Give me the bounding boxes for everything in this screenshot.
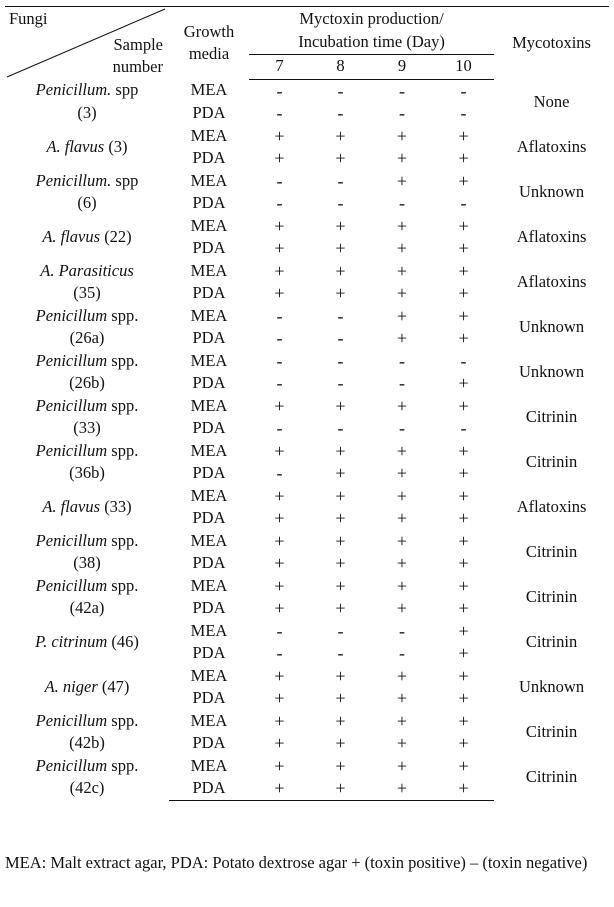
mycotoxin-cell: Citrinin	[525, 631, 578, 651]
sample-header: Sample	[113, 35, 163, 54]
growth-media-cell: PDA	[192, 238, 226, 257]
growth-media-cell: MEA	[190, 215, 228, 235]
table-row	[5, 530, 609, 553]
table-row	[5, 665, 609, 688]
fungus-name: A. Parasiticus	[40, 260, 134, 280]
toxin-result-cell: -	[460, 193, 467, 213]
growth-media-cell: MEA	[190, 125, 228, 145]
growth-media-cell: PDA	[169, 777, 249, 800]
toxin-result-cell: +	[396, 575, 408, 596]
day-header: 8	[310, 54, 371, 79]
table-container	[5, 6, 609, 801]
growth-media-cell: PDA	[192, 508, 226, 527]
toxin-result-cell: -	[460, 103, 467, 123]
toxin-result-cell: -	[276, 463, 283, 483]
toxin-result-cell: +	[274, 553, 285, 573]
toxin-result-cell: +	[274, 710, 285, 731]
fungus-cell	[5, 665, 169, 710]
toxin-result-cell: +	[458, 395, 469, 416]
sample-number: (6)	[77, 193, 97, 212]
growth-media-cell: MEA	[190, 80, 228, 100]
production-header-line2: Incubation time (Day)	[249, 30, 494, 54]
toxin-result-cell: +	[458, 463, 469, 483]
fungus-suffix: (22)	[100, 226, 132, 246]
toxin-result-cell: +	[396, 598, 408, 618]
fungus-cell	[5, 485, 169, 530]
sample-number: (36b)	[69, 463, 105, 482]
fungus-suffix: spp.	[107, 440, 139, 460]
toxin-result-cell: +	[335, 688, 346, 708]
growth-media-cell: PDA	[192, 598, 226, 617]
growth-media-cell: MEA	[190, 665, 228, 685]
mycotoxin-cell: Aflatoxins	[516, 496, 587, 516]
mycotoxin-cell: Citrinin	[525, 586, 578, 606]
table-row	[5, 755, 609, 778]
growth-media-cell: MEA	[190, 755, 228, 775]
fungus-name: Penicillum	[35, 440, 108, 460]
toxin-result-cell: +	[396, 553, 408, 573]
toxin-result-cell: -	[399, 418, 405, 438]
growth-media-header	[169, 7, 249, 80]
toxin-result-cell: +	[458, 148, 469, 168]
table-row	[5, 79, 609, 102]
fungus-suffix: (46)	[107, 631, 139, 651]
toxin-result-cell: -	[276, 305, 283, 326]
fungus-name: Penicillum	[35, 305, 108, 325]
toxin-result-cell: +	[396, 733, 408, 753]
growth-media-cell: PDA	[192, 418, 226, 437]
growth-media-cell: MEA	[190, 620, 228, 640]
toxin-result-cell: -	[337, 350, 344, 371]
growth-media-cell: PDA	[192, 688, 226, 707]
toxin-result-cell: -	[460, 418, 467, 438]
toxin-result-cell: +	[458, 485, 469, 506]
toxin-result-cell: +	[335, 553, 346, 573]
fungus-cell	[5, 620, 169, 665]
fungus-suffix: spp.	[107, 710, 139, 730]
sample-number: (3)	[77, 102, 97, 122]
toxin-result-cell: +	[458, 598, 469, 618]
toxin-result-cell: -	[276, 170, 283, 191]
fungus-suffix: spp.	[107, 305, 139, 325]
mycotoxin-cell: Unknown	[519, 316, 585, 336]
toxin-result-cell: +	[274, 395, 285, 416]
fungus-suffix: (3)	[104, 136, 128, 156]
growth-media-cell: PDA	[192, 643, 226, 662]
table-row	[5, 215, 609, 238]
toxin-result-cell: -	[399, 80, 405, 101]
toxin-result-cell: -	[337, 103, 344, 123]
toxin-result-cell: +	[458, 508, 469, 528]
toxin-result-cell: +	[274, 598, 285, 618]
toxin-result-cell: -	[276, 103, 283, 123]
toxin-result-cell: +	[458, 575, 469, 596]
toxin-result-cell: +	[458, 125, 469, 146]
mycotoxin-cell: None	[533, 91, 570, 111]
toxin-result-cell: +	[274, 755, 285, 776]
toxin-result-cell: -	[337, 643, 344, 663]
fungus-suffix: spp	[111, 80, 139, 100]
toxin-result-cell: +	[396, 755, 408, 776]
toxin-result-cell: +	[396, 170, 408, 191]
toxin-result-cell: +	[335, 238, 346, 258]
sample-number: (42c)	[69, 778, 105, 798]
mycotoxin-cell: Citrinin	[525, 721, 578, 741]
toxin-result-cell: -	[337, 418, 344, 438]
toxin-result-cell: +	[335, 733, 346, 753]
growth-media-cell: PDA	[192, 463, 226, 482]
toxin-result-cell: -	[337, 328, 344, 348]
table-row	[5, 575, 609, 598]
toxin-result-cell: +	[458, 238, 469, 258]
fungus-suffix: (33)	[100, 496, 132, 516]
sample-number: (42a)	[69, 598, 105, 617]
sample-number: (38)	[73, 553, 101, 572]
toxin-result-cell: -	[460, 80, 467, 101]
table-row	[5, 395, 609, 418]
mycotoxin-cell: Unknown	[519, 676, 585, 696]
toxin-result-cell: +	[458, 215, 469, 236]
day-header: 10	[433, 54, 494, 79]
toxin-result-cell: +	[396, 395, 408, 416]
footnote: MEA: Malt extract agar, PDA: Potato dextrose agar + (toxin positive) – (toxin negative)	[5, 853, 588, 872]
mycotoxin-cell: Aflatoxins	[516, 271, 587, 291]
toxin-result-cell: +	[335, 508, 346, 528]
toxin-result-cell: +	[274, 665, 285, 686]
toxin-result-cell: +	[274, 148, 285, 168]
toxin-result-cell: -	[276, 373, 283, 393]
production-header-line1: Myctoxin production/	[249, 7, 494, 31]
toxin-result-cell: -	[337, 193, 344, 213]
sample-number: (26a)	[69, 328, 105, 347]
toxin-result-cell: +	[458, 688, 469, 708]
toxin-result-cell: +	[335, 755, 346, 776]
toxin-result-cell: +	[396, 508, 408, 528]
toxin-result-cell: -	[276, 418, 283, 438]
toxin-result-cell: +	[396, 283, 408, 303]
fungus-cell	[5, 79, 169, 125]
toxin-result-cell: +	[335, 530, 346, 551]
toxin-result-cell: +	[335, 148, 346, 168]
sample-number: (42b)	[69, 733, 105, 752]
growth-media-cell: PDA	[192, 193, 226, 212]
fungus-name: Penicillum.	[35, 80, 112, 100]
toxin-result-cell: +	[458, 373, 469, 393]
toxin-result-cell: +	[335, 598, 346, 618]
toxin-result-cell: +	[396, 305, 408, 326]
toxin-result-cell: +	[396, 328, 408, 348]
fungus-cell	[5, 305, 169, 350]
growth-media-cell: PDA	[192, 148, 226, 167]
day-header: 7	[249, 54, 310, 79]
mycotoxin-cell: Unknown	[519, 181, 585, 201]
toxin-result-cell: +	[274, 238, 285, 258]
table-row	[5, 260, 609, 283]
fungus-name: Penicillum	[35, 530, 108, 550]
mycotoxin-cell: Unknown	[519, 361, 585, 381]
growth-media-cell: PDA	[192, 553, 226, 572]
toxin-result-cell: +	[274, 485, 285, 506]
growth-media-cell: MEA	[190, 395, 228, 415]
toxin-result-cell: +	[274, 215, 285, 236]
toxin-result-cell: +	[458, 305, 469, 326]
table-row	[5, 125, 609, 148]
toxin-result-cell: +	[396, 688, 408, 708]
toxin-result-cell: +	[274, 733, 285, 753]
toxin-result-cell: +	[274, 508, 285, 528]
fungus-name: P. citrinum	[35, 631, 108, 651]
fungus-suffix: spp.	[107, 575, 139, 595]
toxin-result-cell: +	[458, 665, 469, 686]
toxin-result-cell: +	[396, 463, 408, 483]
sample-number: (33)	[73, 418, 101, 437]
toxin-result-cell: +	[335, 215, 346, 236]
toxin-result-cell: -	[337, 305, 344, 326]
toxin-result-cell: +	[371, 777, 433, 800]
toxin-result-cell: +	[335, 575, 346, 596]
sample-number: (35)	[73, 283, 101, 302]
fungus-cell	[5, 710, 169, 755]
growth-media-cell: MEA	[190, 350, 228, 370]
fungus-name: Penicillum.	[35, 170, 112, 190]
mycotoxin-table	[5, 6, 609, 801]
fungus-cell	[5, 260, 169, 305]
toxin-result-cell: -	[399, 350, 405, 371]
toxin-result-cell: +	[458, 530, 469, 551]
toxin-result-cell: +	[335, 485, 346, 506]
toxin-result-cell: +	[335, 125, 346, 146]
fungus-cell	[5, 575, 169, 620]
toxin-result-cell: -	[399, 373, 405, 393]
day-header: 9	[371, 54, 433, 79]
toxin-result-cell: +	[274, 440, 285, 461]
mycotoxin-cell: Citrinin	[525, 451, 578, 471]
toxin-result-cell: +	[396, 665, 408, 686]
mycotoxin-cell: Citrinin	[525, 541, 578, 561]
toxin-result-cell: -	[337, 373, 344, 393]
growth-media-cell: MEA	[190, 260, 228, 280]
fungus-name: A. flavus	[46, 136, 105, 156]
toxin-result-cell: +	[458, 553, 469, 573]
fungus-suffix: (47)	[97, 676, 130, 696]
fungus-cell	[5, 125, 169, 170]
fungus-suffix: spp	[111, 170, 139, 190]
table-row	[5, 170, 609, 193]
toxin-result-cell: +	[249, 777, 310, 800]
toxin-result-cell: +	[335, 260, 346, 281]
toxin-result-cell: +	[458, 170, 469, 191]
toxin-result-cell: -	[399, 620, 405, 641]
toxin-result-cell: +	[396, 260, 408, 281]
toxin-result-cell: -	[276, 80, 283, 101]
toxin-result-cell: +	[396, 148, 408, 168]
toxin-result-cell: +	[335, 440, 346, 461]
fungi-header: Fungi	[9, 9, 48, 28]
fungus-name: Penicillum	[35, 395, 108, 415]
toxin-result-cell: +	[310, 777, 371, 800]
growth-media-cell: MEA	[190, 575, 228, 595]
growth-media-line2: media	[188, 44, 230, 63]
fungus-cell	[5, 440, 169, 485]
toxin-result-cell: -	[337, 80, 344, 101]
toxin-result-cell: +	[335, 283, 346, 303]
growth-media-cell: MEA	[190, 440, 228, 460]
fungus-name: Penicillum	[35, 755, 108, 775]
toxin-result-cell: +	[396, 485, 408, 506]
mycotoxin-cell: Citrinin	[525, 767, 578, 786]
table-row	[5, 485, 609, 508]
table-row	[5, 710, 609, 733]
mycotoxin-cell: Citrinin	[525, 406, 578, 426]
toxin-result-cell: +	[396, 530, 408, 551]
sample-number: (26b)	[69, 373, 105, 392]
toxin-result-cell: -	[276, 620, 283, 641]
fungus-cell	[5, 395, 169, 440]
table-row	[5, 305, 609, 328]
toxin-result-cell: -	[399, 193, 405, 213]
table-row	[5, 350, 609, 373]
toxin-result-cell: +	[274, 260, 285, 281]
table-body	[5, 79, 609, 800]
toxin-result-cell: +	[396, 440, 408, 461]
fungus-cell	[5, 350, 169, 395]
growth-media-cell: MEA	[190, 170, 228, 190]
growth-media-cell: MEA	[190, 305, 228, 325]
growth-media-line1: Growth	[183, 22, 235, 41]
fungus-cell	[5, 215, 169, 260]
mycotoxin-cell: Aflatoxins	[516, 226, 587, 246]
fungus-cell	[5, 530, 169, 575]
growth-media-cell: PDA	[192, 373, 226, 392]
toxin-result-cell: +	[335, 395, 346, 416]
toxin-result-cell: +	[458, 283, 469, 303]
toxin-result-cell: +	[396, 125, 408, 146]
toxin-result-cell: +	[274, 575, 285, 596]
growth-media-cell: MEA	[190, 530, 228, 550]
toxin-result-cell: -	[276, 193, 283, 213]
toxin-result-cell: +	[335, 665, 346, 686]
toxin-result-cell: -	[337, 170, 344, 191]
toxin-result-cell: +	[274, 125, 285, 146]
toxin-result-cell: +	[274, 688, 285, 708]
fungus-suffix: spp.	[107, 755, 139, 775]
toxin-result-cell: +	[433, 777, 494, 800]
table-row	[5, 440, 609, 463]
toxin-result-cell: -	[337, 620, 344, 641]
toxin-result-cell: +	[458, 328, 469, 348]
fungus-suffix: spp.	[107, 395, 139, 415]
fungus-cell	[5, 170, 169, 215]
number-header: number	[112, 57, 163, 76]
toxin-result-cell: -	[276, 643, 283, 663]
fungus-name: A. niger	[44, 676, 98, 696]
toxin-result-cell: +	[396, 710, 408, 731]
toxin-result-cell: +	[458, 755, 469, 776]
toxin-result-cell: +	[458, 260, 469, 281]
fungus-name: Penicillum	[35, 575, 108, 595]
fungus-suffix: spp.	[107, 350, 139, 370]
toxin-result-cell: +	[396, 215, 408, 236]
fungus-suffix: spp.	[107, 530, 139, 550]
fungus-name: Penicillum	[35, 350, 108, 370]
fungus-name: Penicillum	[35, 710, 108, 730]
fungus-cell	[5, 755, 169, 801]
toxin-result-cell: -	[276, 328, 283, 348]
toxin-result-cell: +	[458, 733, 469, 753]
toxin-result-cell: +	[335, 710, 346, 731]
toxin-result-cell: +	[458, 620, 469, 641]
toxin-result-cell: +	[396, 238, 408, 258]
toxin-result-cell: +	[458, 710, 469, 731]
toxin-result-cell: +	[274, 283, 285, 303]
growth-media-cell: PDA	[192, 328, 226, 347]
toxin-result-cell: -	[399, 103, 405, 123]
fungus-name: A. flavus	[42, 496, 101, 516]
toxin-result-cell: -	[276, 350, 283, 371]
toxin-result-cell: -	[460, 350, 467, 371]
growth-media-cell: PDA	[192, 283, 226, 302]
toxin-result-cell: +	[458, 643, 469, 663]
mycotoxins-header: Mycotoxins	[494, 7, 609, 80]
growth-media-cell: MEA	[190, 710, 228, 730]
growth-media-cell: PDA	[192, 733, 226, 752]
table-row	[5, 620, 609, 643]
mycotoxin-cell: Aflatoxins	[516, 136, 587, 156]
toxin-result-cell: +	[335, 463, 346, 483]
growth-media-cell: PDA	[192, 103, 226, 122]
growth-media-cell: MEA	[190, 485, 228, 505]
toxin-result-cell: +	[458, 440, 469, 461]
toxin-result-cell: +	[274, 530, 285, 551]
fungi-sample-header	[5, 7, 169, 80]
toxin-result-cell: -	[399, 643, 405, 663]
fungus-name: A. flavus	[42, 226, 101, 246]
